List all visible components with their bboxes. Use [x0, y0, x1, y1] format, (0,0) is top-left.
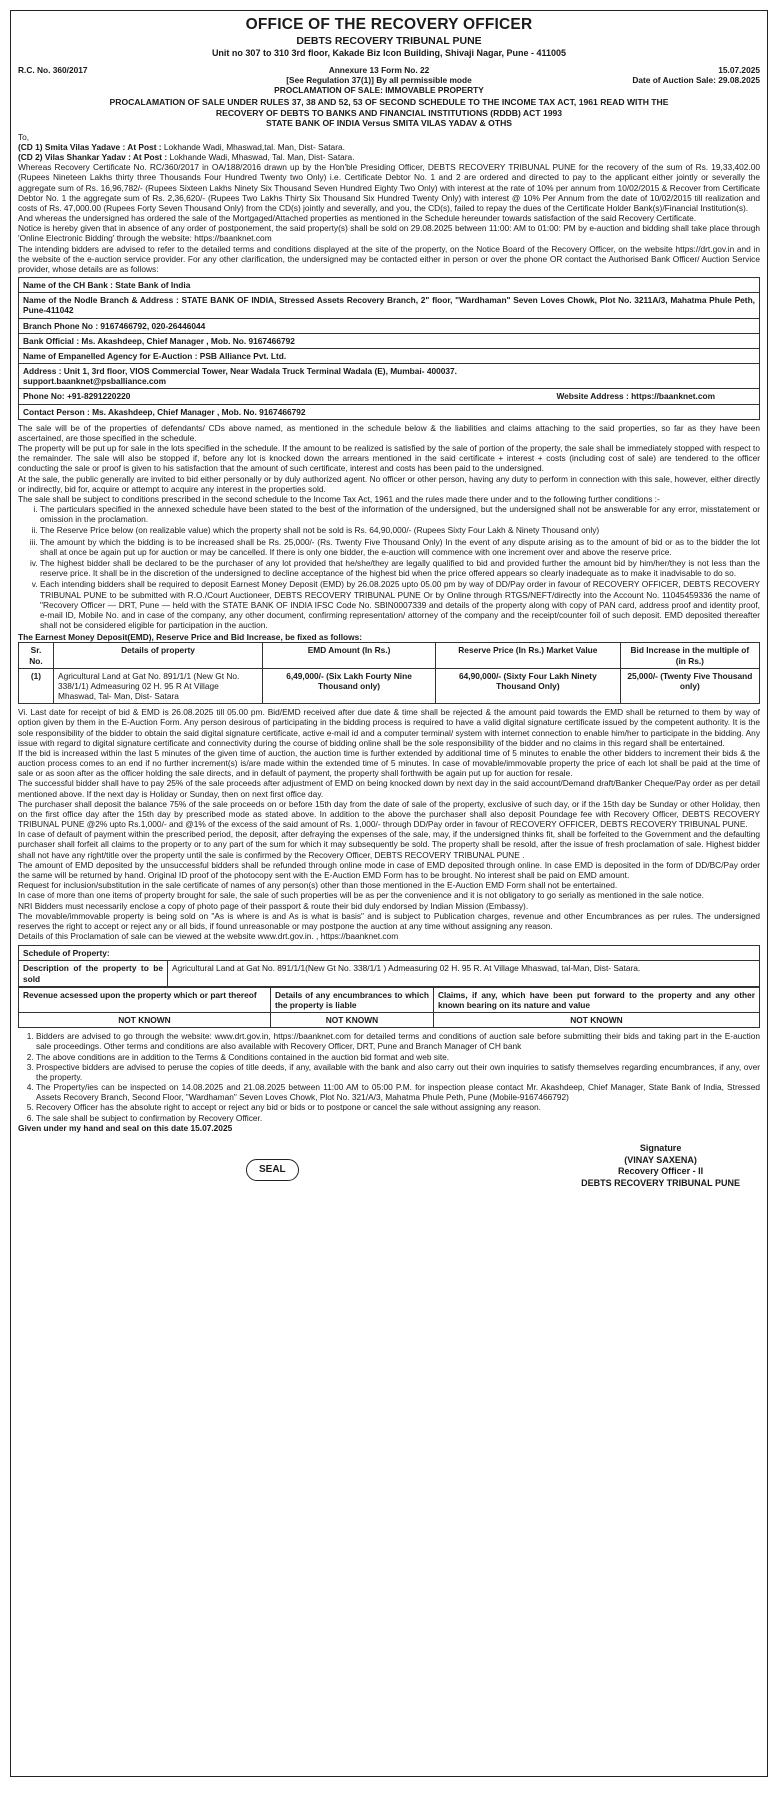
note-item: 3. Prospective bidders are advised to peruse the copies of title deeds, if any, available with the bank and also carry out their own inquiries to satisfy themselves regarding encumbrances, if any, over the property.: [36, 1062, 760, 1082]
contact-person-cell: Contact Person : Ms. Akashdeep, Chief Manager , Mob. No. 9167466792: [19, 404, 760, 419]
note-item: 4. The Property/ies can be inspected on 14.08.2025 and 21.08.2025 between 11:00 AM to 05:00 P.M. for inspection please contact Mr. Akashdeep, Chief Manager, State Bank of India, Stressed Assets Recovery Branch, Second Floor, "Wardhaman" Seven Loves Chowk, Plot No. 321/A/3, Mahatma Phule Peth, Pune (Mobile-9167466792): [36, 1082, 760, 1102]
body-paragraph-4: The sale shall be subject to conditions prescribed in the second schedule to the Income Tax Act, 1961 and the rules made there under and to the following further conditions :-: [18, 493, 660, 504]
condition-item: iv. The highest bidder shall be declared to be the purchaser of any lot provided that he/she/they are legally qualified to bid and provided further the amount bid by him/her/they is not less than the reserve price. It shall be in the discretion of the undersigned to decline acceptance of the highest bid when the price offered appears so clearly inadequate as to make it inadvisable to do so.: [40, 558, 760, 578]
agency-phone: Phone No: +91-8291220220: [23, 391, 131, 402]
proclamation-line-1: PROCALAMATION OF SALE UNDER RULES 37, 38 AND 52, 53 OF SECOND SCHEDULE TO THE INCOME TAX ACT, 1961 READ WITH THE: [109, 97, 669, 108]
proclamation-line-2: RECOVERY OF DEBTS TO BANKS AND FINANCIAL INSTITUTIONS (RDDB) ACT 1993: [215, 107, 563, 118]
case-parties: STATE BANK OF INDIA Versus SMITA VILAS YADAV & OTHS: [265, 118, 513, 129]
terms-paragraph-2: If the bid is increased within the last 5 minutes of the given time of auction, the auction time is further extended by additional time of 5 minutes to enable the other bidders to increment their bids & the auction process comes to an end if no further increment(s) is/are made within the extended time of 5 minutes. In case of movable/immovable property the price of each lot shall be paid at the time of sale or as soon after as the officer holding the sale directs, and in default of payment, the property shall forthwith be again put up for auction for resale.: [18, 747, 760, 779]
cd2-line: [18, 152, 760, 162]
note-item: 5. Recovery Officer has the absolute right to accept or reject any bid or bids or to postpone or cancel the sale without assigning any reason.: [36, 1102, 760, 1112]
schedule-claims-table: [18, 987, 760, 1029]
auction-date: Date of Auction Sale: 29.08.2025: [632, 74, 760, 85]
body-paragraph-3: At the sale, the public generally are invited to bid either personally or by duly authorized agent. No officer or other person, having any duty to perform in connection with this sale, however, either directly or indirectly, bid for, acquire or attempt to acquire any interest in the properties sold.: [18, 473, 760, 494]
terms-paragraph-10: The movable/immovable property is being sold on "As is where is and As is what is basis" and is subject to Publication charges, revenue and other Encumbrances as per rules. The undersigned reserves the right to accept or reject any or all bids, if found unreasonable or may postpone the auction at any time without assigning any reason.: [18, 910, 760, 931]
terms-paragraph-11: Details of this Proclamation of sale can be viewed at the website www.drt.gov.in. , https://baanknet.com: [18, 931, 399, 942]
table-row: [19, 1013, 760, 1028]
form-reference: [168, 65, 590, 96]
emd-col-sr: Sr. No.: [19, 643, 54, 668]
emd-heading: The Earnest Money Deposit(EMD), Reserve Price and Bid Increase, be fixed as follows:: [18, 632, 363, 643]
agency-address: Address : Unit 1, 3rd floor, VIOS Commercial Tower, Near Wadala Truck Terminal Wadala (E), Mumbai- 400037.: [23, 366, 457, 377]
schedule-encumbrances-value: NOT KNOWN: [270, 1013, 433, 1028]
schedule-title: Schedule of Property:: [19, 946, 760, 961]
ch-bank-cell: Name of the CH Bank : State Bank of India: [19, 278, 760, 293]
notice-date: 15.07.2025: [718, 64, 760, 75]
proclamation-title: PROCLAMATION OF SALE: IMMOVABLE PROPERTY: [274, 85, 484, 96]
to-label: To,: [18, 131, 30, 142]
seal-stamp: SEAL: [246, 1159, 299, 1181]
emd-col-reserve: Reserve Price (In Rs.) Market Value: [436, 643, 621, 668]
cd1-line: [18, 142, 760, 152]
intro-paragraph-4: The intending bidders are advised to refer to the detailed terms and conditions displayed at the site of the property, on the Notice Board of the Recovery Officer, on the website https://drt.gov.in and in the website of the e-auction service provider. For any other clarification, the undersigned may be contacted either in person or over the phone OR contact the Authorised Bank Officer/ Auction Service provider, whose details are as follows:: [18, 243, 760, 274]
nodle-branch-cell: Name of the Nodle Branch & Address : STATE BANK OF INDIA, Stressed Assets Recovery Branch, 2" floor, "Wardhaman" Seven Loves Chowk, Plot No. 3211A/3, Mahatma Phule Peth, Pune-411042: [19, 293, 760, 318]
reference-row: [18, 65, 760, 96]
emd-col-bid: Bid Increase in the multiple of (in Rs.): [620, 643, 759, 668]
cd2-name: (CD 2) Vilas Shankar Yadav : At Post :: [18, 151, 168, 162]
schedule-claims-value: NOT KNOWN: [433, 1013, 759, 1028]
dates-block: [590, 65, 760, 85]
cd1-name: (CD 1) Smita Vilas Yadave : At Post :: [18, 141, 162, 152]
emd-table: [18, 642, 760, 704]
emd-details: Agricultural Land at Gat No. 891/1/1 (New Gt No. 338/1/1) Admeasuring 02 H. 95 R At Village Mhaswad, Tal- Man, Dist- Satara: [54, 668, 263, 704]
terms-paragraph-5: In case of default of payment within the prescribed period, the deposit, after defraying the expenses of the sale, may, if the undersigned thinks fit, shall be forfeited to the Government and the defaulting purchaser shall forfeit all claims to the property or to any part of the sum for which it may subsequently be sold. The property shall be resold, after the issue of fresh proclamation of sale. Highest bidder shall not have any right/title over the property until the sale is confirmed by the Recovery Officer, DEBTS RECOVERY TRIBUNAL PUNE .: [18, 829, 760, 860]
signatory-role: Recovery Officer - II: [618, 1166, 704, 1177]
terms-paragraph-1: Vi. Last date for receipt of bid & EMD is 26.08.2025 till 05.00 pm. Bid/EMD received after due date & time shall be rejected & the amount paid towards the EMD shall be returned to them by way of option given by them in the E-Auction Form. Any person desirous of participating in the bidding process is required to have a valid digital signature certificate issued by the competent authority. It is the sole responsibility of the bidder to obtain the said digital signature certificate, active e-mail id and a computer terminal/ system with internet connection to enable him/her to participate in the bidding. Any issue with regard to digital signature certificate and connectivity during the course of bidding online shall be the sole responsibility of the bidder and no claims in this regard shall be entertained.: [18, 707, 760, 748]
schedule-table: [18, 945, 760, 987]
schedule-desc-value: Agricultural Land at Gat No. 891/1/1(New Gt No. 338/1/1 ) Admeasuring 02 H. 95 R. At Village Mhaswad, tal-Man, Dist- Satara.: [168, 961, 760, 986]
terms-paragraph-9: NRI Bidders must necessarily enclose a copy of photo page of their passport & route their bid duly endorsed by Indian Mission (Embassy).: [18, 900, 529, 911]
rc-number: R.C. No. 360/2017: [18, 64, 88, 75]
emd-amount: 6,49,000/- (Six Lakh Fourty Nine Thousand only): [263, 668, 436, 704]
emd-sr: (1): [19, 668, 54, 704]
body-paragraph-1: The sale will be of the properties of defendants/ CDs above named, as mentioned in the schedule below & the liabilities and claims attaching to the said properties, so far as they have been ascertained, are those specified in the schedule.: [18, 422, 760, 443]
emd-col-details: Details of property: [54, 643, 263, 668]
regulation-line: [See Regulation 37(1)] By all permissible mode: [286, 74, 472, 85]
terms-paragraph-4: The purchaser shall deposit the balance 75% of the sale proceeds on or before 15th day from the date of sale of the property, exclusive of such day, or if the 15th day be Sunday or other Holiday, then on the first office day after the 15th day by prescribed mode as stated above. In addition to the above the purchaser shall also deposit Poundage fee with Recovery Officer, DEBTS RECOVERY TRIBUNAL PUNE @2% upto Rs.1,000/- and @1% of the excess of the said amount of Rs. 1,000/- through DD/Pay order in favour of RECOVERY OFFICER, DEBTS RECOVERY TRIBUNAL PUNE.: [18, 798, 760, 830]
given-under-hand: Given under my hand and seal on this date 15.07.2025: [18, 1122, 233, 1133]
branch-phone-cell: Branch Phone No : 9167466792, 020-26446044: [19, 318, 760, 333]
bank-info-table: [18, 277, 760, 420]
terms-paragraph-8: In case of more than one items of property brought for sale, the sale of such properties will be as per the convenience and it is not obligatory to go serially as mentioned in the sale notice.: [18, 890, 704, 901]
agency-website: Website Address : https://baanknet.com: [556, 391, 715, 402]
office-address: Unit no 307 to 310 3rd floor, Kakade Biz Icon Building, Shivaji Nagar, Pune - 411005: [211, 47, 567, 58]
note-item: 1. Bidders are advised to go through the website: www.drt.gov.in, https://baanknet.com for detailed terms and conditions of auction sale before submitting their bids and taking part in the E-auction sale proceedings. Other terms and conditions are also available with Recovery Officer, DRT, Pune and Branch Manager of CH bank: [36, 1031, 760, 1051]
schedule-col-claims: Claims, if any, which have been put forward to the property and any other known bearing on its nature and value: [433, 987, 759, 1012]
conditions-list: [18, 504, 760, 630]
schedule-revenue-value: NOT KNOWN: [19, 1013, 271, 1028]
emd-reserve: 64,90,000/- (Sixty Four Lakh Ninety Thousand Only): [436, 668, 621, 704]
annexure-line: Annexure 13 Form No. 22: [328, 64, 430, 75]
condition-item: iii. The amount by which the bidding is to be increased shall be Rs. 25,000/- (Rs. Twenty Five Thousand Only) In the event of any dispute arising as to the amount of bid or as to the bidder the lot shall at once be again put up for auction or may be cancelled. If there is only one bidder, the e-auction will commence with one increment over and above the reserve price.: [40, 537, 760, 557]
schedule-col-revenue: Revenue acsessed upon the property which or part thereof: [19, 987, 271, 1012]
table-row: [19, 668, 760, 704]
note-item: 6. The sale shall be subject to confirmation by Recovery Officer.: [36, 1113, 760, 1123]
cd2-address: Lokhande Wadi, Mhaswad, Tal. Man, Dist- Satara.: [167, 151, 355, 162]
signatory-name: (VINAY SAXENA): [624, 1154, 697, 1165]
proclamation-document: [10, 10, 768, 1777]
condition-item: v. Each intending bidders shall be required to deposit Earnest Money Deposit (EMD) by 26.08.2025 upto 05.00 pm by way of DD/Pay order in favour of RECOVERY OFFICER, DEBTS RECOVERY TRIBUNAL PUNE to be submitted with R.O./Court Auctioneer, DEBTS RECOVERY TRIBUNAL PUNE Or by Online through RTGS/NEFT/directly into the Account No. 11045459336 the name of "Recovery Officer — DRT, Pune — held with the STATE BANK OF INDIA IFSC Code No. SBIN0007339 and details of the property along with copy of PAN card, address proof and identity proof, e-mail ID, Mobile No. and in case of the company, any other document, confirming representation/ attorney of the company and the receipt/counter foil of such deposit. EMD deposited thereafter shall not be considered eligible for participation in the auction.: [40, 579, 760, 630]
notes-list: [18, 1031, 760, 1123]
signature-label: Signature: [639, 1142, 682, 1153]
emd-bid-increase: 25,000/- (Twenty Five Thousand only): [620, 668, 759, 704]
signatory-office: DEBTS RECOVERY TRIBUNAL PUNE: [581, 1178, 740, 1188]
terms-paragraph-6: The amount of EMD deposited by the unsuccessful bidders shall be refunded through online mode in case of EMD deposited through online. In case EMD is deposited in the form of DD/BC/Pay order the same will be returned by hand. Original ID proof of the photocopy sent with the E-Auction EMD Form has to be brought. No interest shall be paid on EMD amount.: [18, 859, 760, 880]
agency-address-cell: [19, 364, 760, 389]
office-title: OFFICE OF THE RECOVERY OFFICER: [245, 16, 533, 33]
bank-official-cell: Bank Official : Ms. Akashdeep, Chief Manager , Mob. No. 9167466792: [19, 333, 760, 348]
intro-paragraph-3: Notice is hereby given that in absence of any order of postponement, the said property(s) shall be sold on 29.08.2025 between 11:00: AM to 01:00: PM by e-auction and bidding shall take place through 'Online Electronic Bidding' through the website: https://baanknet.com: [18, 223, 760, 244]
body-paragraph-2: The property will be put up for sale in the lots specified in the schedule. If the amount to be realized is satisfied by the sale of portion of the property, the sale shall be immediately stopped with respect to the remainder. The sale will also be stopped if, before any lot is knocked down the arrears mentioned in the said certificate + interest + costs (including cost of sale) are tendered to the officer conducting the sale or proof is given to his satisfaction that the amount of such certificate, interest and costs has been paid to the undersigned.: [18, 443, 760, 474]
terms-paragraph-7: Request for inclusion/substitution in the sale certificate of names of any person(s) other than those mentioned in the E-Auction EMD Form shall not be entertained.: [18, 880, 618, 891]
condition-item: i. The particulars specified in the annexed schedule have been stated to the best of the information of the undersigned, but the undersigned shall not be answerable for any error, misstatement or omission in the proclamation.: [40, 504, 760, 524]
cd1-address: Lokhande Wadi, Mhaswad,tal. Man, Dist- Satara.: [161, 141, 345, 152]
schedule-desc-label: Description of the property to be sold: [19, 961, 168, 986]
emd-col-amount: EMD Amount (In Rs.): [263, 643, 436, 668]
intro-paragraph-1: Whereas Recovery Certificate No. RC/360/2017 in OA/188/2016 drawn up by the Hon'ble Presiding Officer, DEBTS RECOVERY TRIBUNAL PUNE for the recovery of the sum of Rs. 19,33,402.00 (Rupees Nineteen Lakhs thirty three Thousands Four Hundred Twenty two Only) i.e. Certificate Debtor No. 1 and 2 are ordered and directed to pay to the applicant either jointly or severally the aggregate sum of Rs. 16,96,782/- (Rupees Sixteen Lakhs Ninety Six Thousand Seven Hundred Eighty Two Only) with interest at the rate of 10% per annum from 10/02/2015 & Recover from Certificate Debtor No. 1 the aggregate sum of Rs. 2,36,620/- (Rupees Two Lakhs Thirty Six Thousand Six Hundred Twenty Only) with interest @ 10% Per Annum from the date of 10/02/2015 till realization and costs of Rs. 47,000.00 (Rupees Forty Seven Thousand Only) from the CD(s) jointly and severally, and you, the CD(s), failed to repay the dues of the Certificate Holder Bank(s)/Financial Institution(s).: [18, 162, 760, 213]
condition-item: ii. The Reserve Price below (on realizable value) which the property shall not be sold is Rs. 64,90,000/- (Rupees Sixty Four Lakh & Ninety Thousand only): [40, 525, 760, 535]
note-item: 2. The above conditions are in addition to the Terms & Conditions contained in the auction bid format and web site.: [36, 1052, 760, 1062]
signature-footer: [18, 1137, 760, 1227]
agency-cell: Name of Empanelled Agency for E-Auction : PSB Alliance Pvt. Ltd.: [19, 348, 760, 363]
phone-website-cell: [19, 389, 760, 404]
intro-paragraph-2: And whereas the undersigned has ordered the sale of the Mortgaged/Attached properties as mentioned in the Schedule hereunder towards satisfaction of the said Recovery Certificate.: [18, 213, 697, 224]
signature-block: [581, 1143, 740, 1190]
schedule-col-encumbrances: Details of any encumbrances to which the property is liable: [270, 987, 433, 1012]
proclamation-heading: [18, 97, 760, 128]
tribunal-name: DEBTS RECOVERY TRIBUNAL PUNE: [296, 34, 482, 47]
terms-paragraph-3: The successful bidder shall have to pay 25% of the sale proceeds after adjustment of EMD on being knocked down by next day in the said account/Demand draft/Banker Cheque/Pay order as per detail mentioned above. If the next day is Holiday or Sunday, then on next first office day.: [18, 778, 760, 799]
agency-email: support.baanknet@psballiance.com: [23, 376, 167, 387]
